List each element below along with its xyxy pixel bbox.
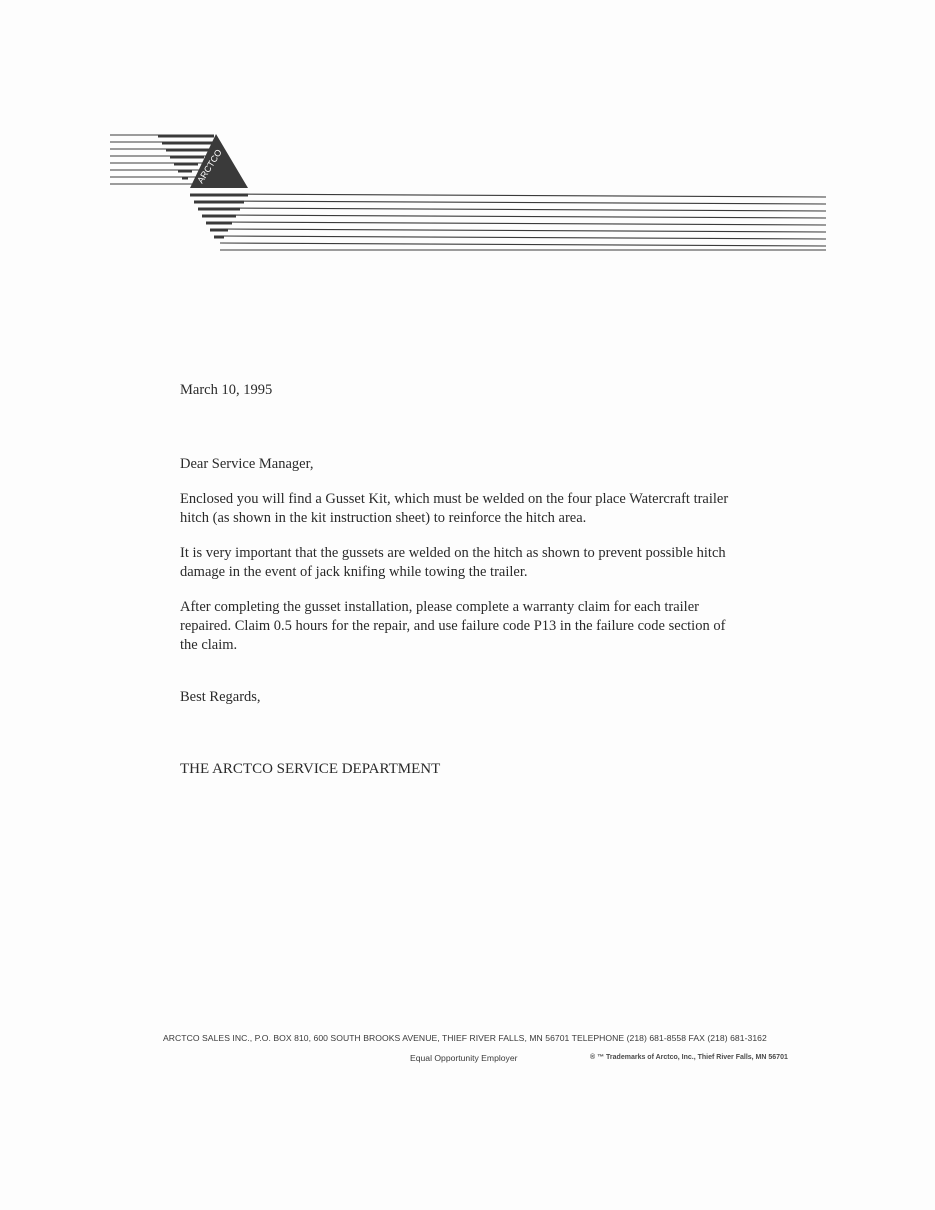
paragraph-line: hitch (as shown in the kit instruction sheet) to reinforce the hitch area. xyxy=(180,510,587,526)
arctco-letterhead-logo xyxy=(110,130,826,255)
footer-trademark: ® ™ Trademarks of Arctco, Inc., Thief River Falls, MN 56701 xyxy=(590,1054,788,1061)
paragraph-line: repaired. Claim 0.5 hours for the repair, and use failure code P13 in the failure code section of xyxy=(180,618,726,634)
paragraph-gusset-kit xyxy=(180,490,760,528)
paragraph-line: It is very important that the gussets are welded on the hitch as shown to prevent possible hitch xyxy=(180,545,726,561)
salutation: Dear Service Manager, xyxy=(180,456,314,472)
footer-equal-opportunity: Equal Opportunity Employer xyxy=(410,1053,518,1063)
signature-department: THE ARCTCO SERVICE DEPARTMENT xyxy=(180,761,441,777)
letter-date: March 10, 1995 xyxy=(180,382,273,398)
paragraph-line: damage in the event of jack knifing while towing the trailer. xyxy=(180,564,528,580)
paragraph-warranty-claim xyxy=(180,598,760,655)
logo-wordmark: ARCTCO xyxy=(195,147,224,186)
paragraph-importance xyxy=(180,544,760,582)
paragraph-line: After completing the gusset installation, please complete a warranty claim for each trailer xyxy=(180,599,699,615)
footer-address: ARCTCO SALES INC., P.O. BOX 810, 600 SOUTH BROOKS AVENUE, THIEF RIVER FALLS, MN 56701 TELEPHONE (218) 681-8558 FAX (218) 681-3162 xyxy=(163,1033,767,1043)
closing: Best Regards, xyxy=(180,689,261,705)
paragraph-line: the claim. xyxy=(180,637,238,653)
paragraph-line: Enclosed you will find a Gusset Kit, which must be welded on the four place Watercraft trailer xyxy=(180,491,729,507)
